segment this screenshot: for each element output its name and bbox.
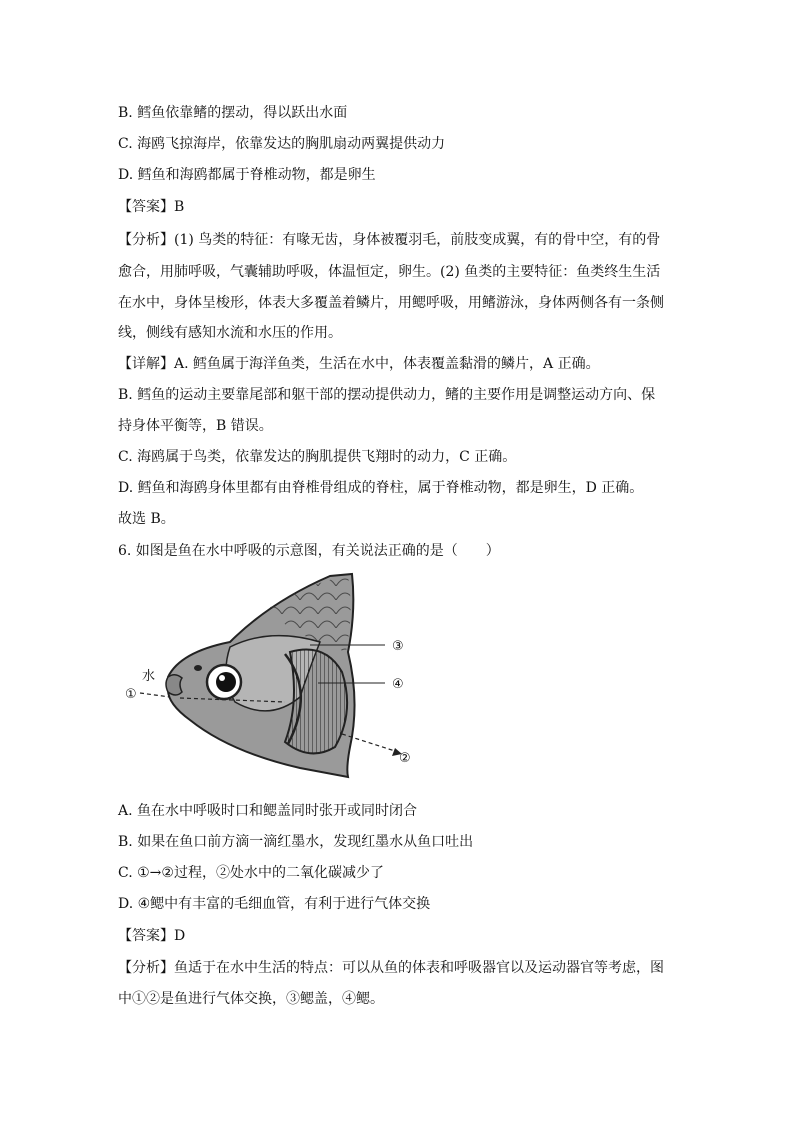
answer-2: 【答案】D	[118, 928, 186, 944]
answer: 【答案】B	[118, 199, 185, 215]
question-6: 6. 如图是鱼在水中呼吸的示意图，有关说法正确的是（ ）	[118, 543, 500, 559]
analysis-line: 在水中，身体呈梭形，体表大多覆盖着鳞片，用鳃呼吸，用鳍游泳，身体两侧各有一条侧	[118, 295, 664, 311]
option-6b: B. 如果在鱼口前方滴一滴红墨水，发现红墨水从鱼口吐出	[118, 834, 474, 850]
option-c: C. 海鸥飞掠海岸，依靠发达的胸肌扇动两翼提供动力	[118, 136, 446, 152]
option-6a: A. 鱼在水中呼吸时口和鳃盖同时张开或同时闭合	[118, 803, 418, 819]
analysis-line: 【分析】(1) 鸟类的特征：有喙无齿，身体被覆羽毛，前肢变成翼，有的骨中空，有的骨	[118, 232, 661, 248]
analysis2-line: 中①②是鱼进行气体交换，③鳃盖，④鳃。	[118, 991, 384, 1007]
detail-b-cont: 持身体平衡等，B 错误。	[118, 418, 273, 434]
gill-area	[285, 650, 347, 754]
option-6d: D. ④鳃中有丰富的毛细血管，有利于进行气体交换	[118, 896, 431, 912]
label-2: ②	[399, 751, 411, 766]
option-6c: C. ①→②过程，②处水中的二氧化碳减少了	[118, 865, 384, 881]
analysis-line: 愈合，用肺呼吸，气囊辅助呼吸，体温恒定，卵生。(2) 鱼类的主要特征：鱼类终生生活	[118, 264, 661, 280]
detail-c: C. 海鸥属于鸟类，依靠发达的胸肌提供飞翔时的动力，C 正确。	[118, 449, 517, 465]
conclusion: 故选 B。	[118, 511, 175, 527]
fish-breathing-diagram	[120, 572, 420, 782]
label-water: 水	[142, 669, 156, 684]
mouth	[166, 675, 182, 695]
detail-b: B. 鳕鱼的运动主要靠尾部和躯干部的摆动提供动力，鳍的主要作用是调整运动方向、保	[118, 387, 656, 403]
detail-a: 【详解】A. 鳕鱼属于海洋鱼类，生活在水中，体表覆盖黏滑的鳞片，A 正确。	[118, 356, 600, 372]
option-d: D. 鳕鱼和海鸥都属于脊椎动物，都是卵生	[118, 167, 376, 183]
analysis2-line: 【分析】鱼适于在水中生活的特点：可以从鱼的体表和呼吸器官以及运动器官等考虑，图	[118, 960, 664, 976]
label-3: ③	[392, 639, 404, 654]
detail-d: D. 鳕鱼和海鸥身体里都有由脊椎骨组成的脊柱，属于脊椎动物，都是卵生，D 正确。	[118, 480, 644, 496]
option-b: B. 鳕鱼依靠鳍的摆动，得以跃出水面	[118, 105, 348, 121]
label-4: ④	[392, 677, 404, 692]
label-1: ①	[125, 687, 137, 702]
analysis-line: 线，侧线有感知水流和水压的作用。	[118, 325, 342, 341]
